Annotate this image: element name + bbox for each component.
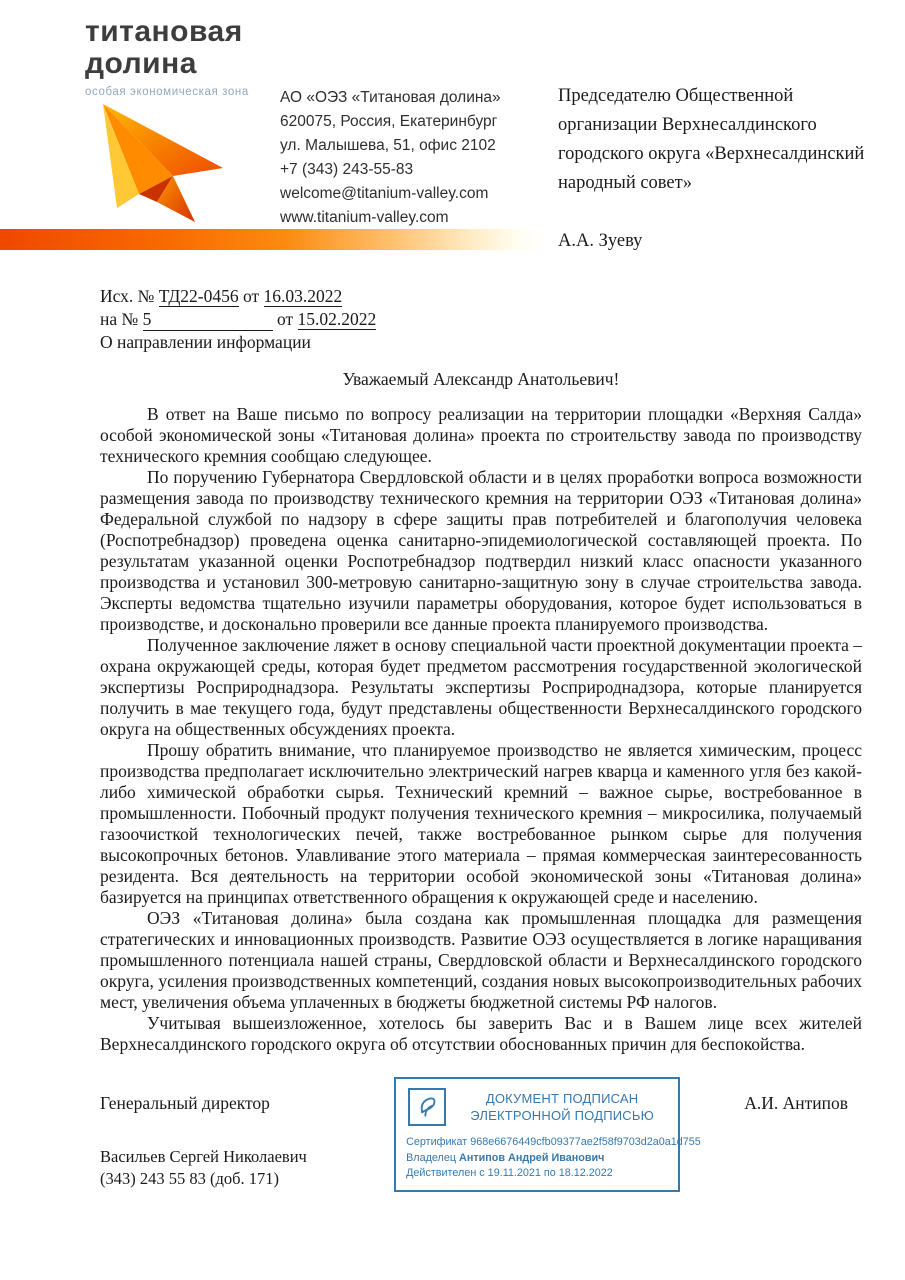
logo-word-2: долина — [85, 47, 197, 80]
signature-provider-icon — [408, 1088, 446, 1126]
paragraph-2: По поручению Губернатора Свердловской области и в целях проработки вопроса возможности размещения завода по производству технического кремния на территории ОЭЗ «Титановая долина» Федеральной службой по надзору в сфере защиты прав потребителей и благополучия человека (Роспотребнадзор) проведена оценка санитарно-эпидемиологической составляющей проекта. По результатам указанной оценки Роспотребнадзор подтвердил низкий класс опасности указанного производства и установил 300-метровую санитарно-защитную зону в случае строительства завода. Эксперты ведомства тщательно изучили параметры оборудования, которое будет использоваться в производстве, и досконально проверили все данные проекта планируемого производства. — [100, 467, 862, 634]
out-ref-date: 16.03.2022 — [263, 286, 343, 306]
signer-position: Генеральный директор — [100, 1093, 270, 1113]
out-ref-prefix: Исх. № — [100, 286, 155, 306]
stamp-title-line-2: ЭЛЕКТРОННОЙ ПОДПИСЬЮ — [470, 1108, 654, 1123]
contact-person-name: Васильев Сергей Николаевич — [100, 1147, 307, 1166]
paragraph-3: Полученное заключение ляжет в основу специальной части проектной документации проекта – охрана окружающей среды, которая будет предметом рассмотрения государственной экологической экспертизы Росприроднадзора. Результаты экспертизы Росприроднадзора, которые планируется получить в мае текущего года, будут представлены общественности Верхнесалдинского городского округа на общественных обсуждениях проекта. — [100, 635, 862, 739]
stamp-certificate-value: 968e6676449cfb09377ae2f58f9703d2a0a1d755 — [470, 1136, 701, 1148]
outgoing-reference-line — [100, 285, 862, 308]
out-ref-number: ТД22-0456 — [158, 286, 239, 306]
letter-body — [100, 285, 862, 1192]
sender-company: АО «ОЭЗ «Титановая долина» — [280, 89, 501, 106]
stamp-owner-label: Владелец — [406, 1151, 457, 1164]
paragraph-1: В ответ на Ваше письмо по вопросу реализации на территории площадки «Верхняя Салда» особой экономической зоны «Титановая долина» проекта по строительству завода по производству технического кремния сообщаю следующее. — [100, 404, 862, 466]
logo-tagline: особая экономическая зона — [85, 86, 249, 98]
stamp-header — [406, 1086, 668, 1135]
incoming-reference-line — [100, 308, 862, 331]
salutation: Уважаемый Александр Анатольевич! — [342, 369, 620, 389]
in-ref-number: 5 — [143, 309, 273, 331]
signature-row — [100, 1077, 862, 1192]
paragraph-6: Учитывая вышеизложенное, хотелось бы заверить Вас и в Вашем лице всех жителей Верхнесалдинского городского округа об отсутствии обоснованных причин для беспокойства. — [100, 1013, 862, 1054]
company-logo — [85, 16, 265, 98]
divider-gradient-bar — [0, 229, 549, 250]
recipient-block — [558, 82, 894, 256]
stamp-certificate-line — [406, 1135, 701, 1151]
signer-name: А.И. Антипов — [744, 1093, 848, 1113]
letter-paragraphs — [100, 404, 862, 1055]
sender-phone: +7 (343) 243-55-83 — [280, 161, 414, 178]
paragraph-5: ОЭЗ «Титановая долина» была создана как промышленная площадка для размещения стратегических и инновационных производств. Развитие ОЭЗ осуществляется в логике наращивания промышленного потенциала нашей страны, Свердловской области и Верхнесалдинского городского округа, усиления производственных компетенций, создания новых высокопроизводительных рабочих мест, увеличения объема уплаченных в бюджеты бюджетной системы РФ налогов. — [100, 908, 862, 1012]
subject-line: О направлении информации — [100, 332, 311, 352]
feather-swoosh-icon — [414, 1094, 440, 1120]
out-ref-from: от — [242, 286, 260, 306]
contact-person-block — [100, 1146, 330, 1190]
stamp-certificate-label: Сертификат — [406, 1136, 468, 1148]
stamp-owner-name: Антипов Андрей Иванович — [459, 1151, 605, 1164]
paragraph-4: Прошу обратить внимание, что планируемое производство не является химическим, процесс производства предполагает исключительно электрический нагрев кварца и каменного угля без какой-либо химической обработки сырья. Технический кремний – важное сырье, востребованное в промышленности. Побочный продукт получения технического кремния – микросилика, получаемый газоочисткой технологических печей, также востребованное рынком сырье для получения высокопрочных бетонов. Улавливание этого материала – прямая коммерческая заинтересованность резидента. Вся деятельность на территории особой экономической зоны «Титановая долина» базируется на принципах ответственного обращения к окружающей среде и населению. — [100, 740, 862, 907]
in-ref-from: от — [276, 309, 294, 329]
stamp-title-line-1: ДОКУМЕНТ ПОДПИСАН — [485, 1091, 639, 1106]
digital-signature-stamp — [394, 1077, 701, 1192]
sender-contact-block — [280, 86, 501, 230]
logo-word-1: титановая — [85, 15, 243, 48]
sender-email: welcome@titanium-valley.com — [280, 185, 489, 202]
stamp-validity-line: Действителен с 19.11.2021 по 18.12.2022 — [406, 1167, 613, 1179]
recipient-address: Председателю Общественной организации Верхнесалдинского городского округа «Верхнесалдинский народный совет» — [558, 86, 865, 193]
paper-plane-logo-icon — [83, 90, 263, 240]
recipient-name: А.А. Зуеву — [558, 231, 643, 251]
sender-postal: 620075, Россия, Екатеринбург — [280, 113, 498, 130]
stamp-owner-line — [406, 1151, 668, 1167]
contact-person-phone: (343) 243 55 83 (доб. 171) — [100, 1169, 280, 1188]
sender-website: www.titanium-valley.com — [280, 209, 449, 226]
in-ref-prefix: на № — [100, 309, 139, 329]
sender-street: ул. Малышева, 51, офис 2102 — [280, 137, 496, 154]
reference-block — [100, 285, 862, 354]
in-ref-date: 15.02.2022 — [297, 309, 377, 329]
